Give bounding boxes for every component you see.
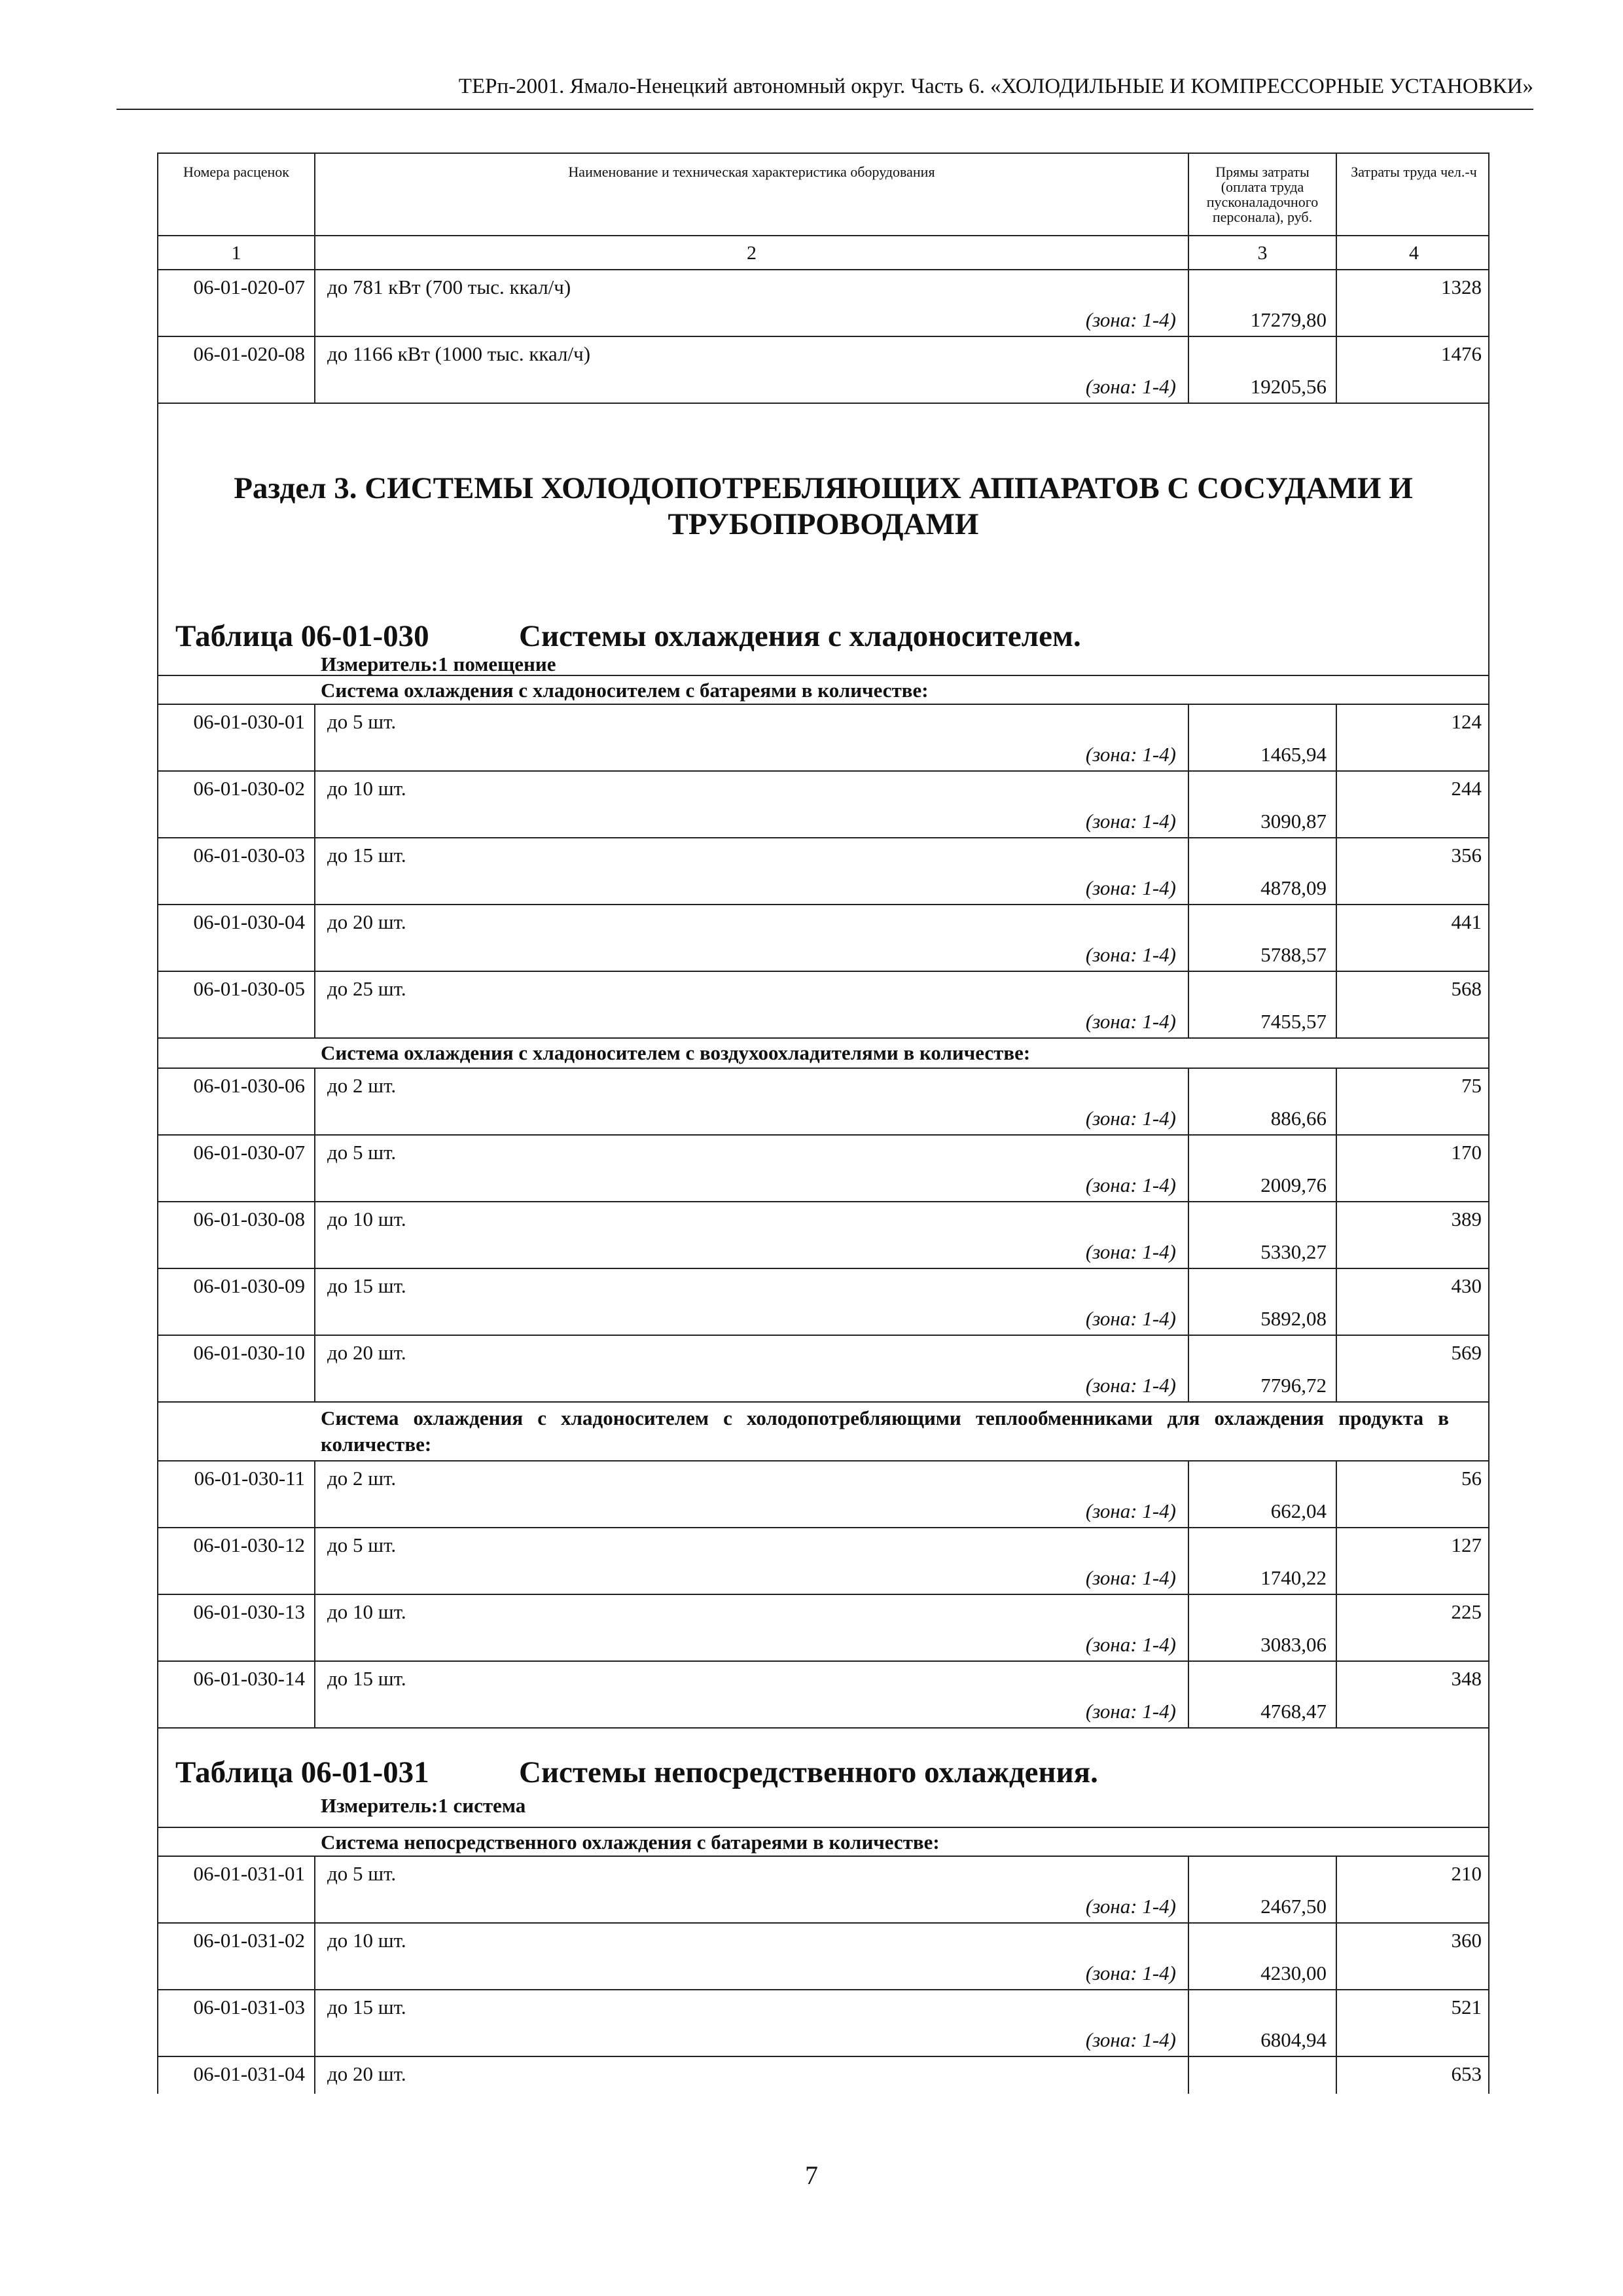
table-row	[157, 1462, 1489, 1528]
table-031-title	[175, 1755, 1098, 1790]
rate-name: до 5 шт. (зона: 1-4)	[315, 1857, 1189, 1922]
labor-cost: 389	[1451, 1208, 1482, 1230]
direct-cost: 4768,47	[1189, 1662, 1337, 1727]
rate-name: до 10 шт. (зона: 1-4)	[315, 772, 1189, 837]
labor-cost: 360	[1451, 1929, 1482, 1952]
direct-cost: 2009,76	[1189, 1136, 1337, 1201]
rate-code: 06-01-031-03	[158, 1990, 315, 2056]
table-031-number: Таблица 06-01-031	[175, 1755, 429, 1789]
direct-cost: 4878,09	[1189, 838, 1337, 904]
group-heading: Система непосредственного охлаждения с батареями в количестве:	[157, 1827, 1489, 1857]
table-row	[157, 270, 1489, 337]
table-row	[157, 838, 1489, 905]
rate-code: 06-01-030-05	[158, 972, 315, 1037]
direct-cost: 3083,06	[1189, 1595, 1337, 1660]
rate-code: 06-01-030-10	[158, 1336, 315, 1401]
running-header	[116, 68, 1533, 110]
rate-code: 06-01-030-04	[158, 905, 315, 971]
zone-label: (зона: 1-4)	[1085, 308, 1176, 331]
table-row	[157, 1336, 1489, 1403]
col-header-name: Наименование и техническая характеристика оборудования	[315, 154, 1189, 235]
rate-name: до 15 шт. (зона: 1-4)	[315, 1269, 1189, 1335]
zone-label: (зона: 1-4)	[1085, 1962, 1176, 1984]
rate-name: до 2 шт. (зона: 1-4)	[315, 1462, 1189, 1527]
rate-name: до 25 шт. (зона: 1-4)	[315, 972, 1189, 1037]
zone-label: (зона: 1-4)	[1085, 1633, 1176, 1656]
table-030-number: Таблица 06-01-030	[175, 619, 429, 653]
direct-cost: 1740,22	[1189, 1528, 1337, 1594]
table-row	[157, 337, 1489, 404]
rate-name: до 10 шт. (зона: 1-4)	[315, 1595, 1189, 1660]
table-row	[157, 1069, 1489, 1136]
table-row	[157, 1662, 1489, 1729]
direct-cost: 5330,27	[1189, 1202, 1337, 1268]
labor-cost: 1328	[1441, 276, 1482, 298]
labor-cost: 170	[1451, 1141, 1482, 1164]
table-030-title	[175, 619, 1081, 654]
running-header-title: ТЕРп-2001. Ямало-Ненецкий автономный округ. Часть 6. «ХОЛОДИЛЬНЫЕ И КОМПРЕССОРНЫЕ УСТАНОВКИ»	[458, 75, 1533, 98]
table-row	[157, 1595, 1489, 1662]
rate-name: до 2 шт. (зона: 1-4)	[315, 1069, 1189, 1134]
rate-code: 06-01-030-02	[158, 772, 315, 837]
col-number: 4	[1409, 242, 1419, 264]
direct-cost: 7796,72	[1189, 1336, 1337, 1401]
rate-code: 06-01-030-03	[158, 838, 315, 904]
labor-cost: 210	[1451, 1862, 1482, 1885]
rate-code: 06-01-030-07	[158, 1136, 315, 1201]
table-header-row	[157, 152, 1489, 236]
labor-cost: 56	[1461, 1467, 1482, 1490]
table-030-name: Системы охлаждения с хладоносителем.	[519, 619, 1081, 653]
labor-cost: 225	[1451, 1600, 1482, 1623]
direct-cost: 5892,08	[1189, 1269, 1337, 1335]
rate-name: до 15 шт. (зона: 1-4)	[315, 838, 1189, 904]
labor-cost: 75	[1461, 1074, 1482, 1097]
table-row	[157, 1202, 1489, 1269]
group-heading: Система охлаждения с хладоносителем с батареями в количестве:	[157, 675, 1489, 705]
direct-cost: 4230,00	[1189, 1924, 1337, 1989]
labor-cost: 244	[1451, 777, 1482, 800]
labor-cost: 1476	[1441, 342, 1482, 365]
table-row	[157, 1528, 1489, 1595]
rate-name: до 20 шт. (зона: 1-4)	[315, 905, 1189, 971]
zone-label: (зона: 1-4)	[1085, 1107, 1176, 1130]
direct-cost: 662,04	[1189, 1462, 1337, 1527]
rate-name: до 781 кВт (700 тыс. ккал/ч) (зона: 1-4)	[315, 270, 1189, 336]
col-header-codes: Номера расценок	[158, 154, 315, 235]
direct-cost: 5788,57	[1189, 905, 1337, 971]
section-title: Раздел 3. СИСТЕМЫ ХОЛОДОПОТРЕБЛЯЮЩИХ АППАРАТОВ С СОСУДАМИ И ТРУБОПРОВОДАМИ	[234, 471, 1413, 541]
page-number: 7	[805, 2161, 818, 2190]
rate-name: до 5 шт. (зона: 1-4)	[315, 705, 1189, 770]
table-row	[157, 772, 1489, 838]
rate-code: 06-01-030-12	[158, 1528, 315, 1594]
labor-cost: 441	[1451, 910, 1482, 933]
rate-code: 06-01-030-08	[158, 1202, 315, 1268]
rate-code: 06-01-020-07	[158, 270, 315, 336]
zone-label: (зона: 1-4)	[1085, 375, 1176, 398]
direct-cost: 1465,94	[1189, 705, 1337, 770]
rate-code: 06-01-031-02	[158, 1924, 315, 1989]
section-block	[157, 404, 1489, 675]
rate-name: до 20 шт. (зона: 1-4)	[315, 1336, 1189, 1401]
labor-cost: 124	[1451, 710, 1482, 733]
table-row	[157, 1924, 1489, 1990]
table-row	[157, 1136, 1489, 1202]
col-number: 3	[1189, 236, 1337, 270]
table-030-meter: Измеритель:1 помещение	[321, 653, 556, 675]
table-row	[157, 972, 1489, 1039]
rate-code: 06-01-030-01	[158, 705, 315, 770]
rate-name: до 5 шт. (зона: 1-4)	[315, 1528, 1189, 1594]
column-number-row	[157, 236, 1489, 270]
zone-label: (зона: 1-4)	[1085, 943, 1176, 966]
zone-label: (зона: 1-4)	[1085, 810, 1176, 833]
col-number: 2	[315, 236, 1189, 270]
col-header-labor: Затраты труда чел.-ч	[1351, 164, 1477, 180]
zone-label: (зона: 1-4)	[1085, 1010, 1176, 1033]
rate-name: до 15 шт. (зона: 1-4)	[315, 1990, 1189, 2056]
labor-cost: 568	[1451, 977, 1482, 1000]
group-heading: Система охлаждения с хладоносителем с холодопотребляющими теплообменниками для охлаждения продукта в количестве:	[157, 1403, 1489, 1462]
table-row	[157, 1857, 1489, 1924]
rate-code: 06-01-020-08	[158, 337, 315, 403]
labor-cost: 653	[1451, 2062, 1482, 2085]
table-031-name: Системы непосредственного охлаждения.	[519, 1755, 1098, 1789]
rate-code: 06-01-030-06	[158, 1069, 315, 1134]
rate-name: до 20 шт.	[315, 2057, 1189, 2094]
rate-name: до 10 шт. (зона: 1-4)	[315, 1202, 1189, 1268]
col-number: 1	[158, 236, 315, 270]
labor-cost: 356	[1451, 844, 1482, 867]
direct-cost: 6804,94	[1189, 1990, 1337, 2056]
rate-name: до 5 шт. (зона: 1-4)	[315, 1136, 1189, 1201]
labor-cost: 348	[1451, 1667, 1482, 1690]
rates-table	[157, 152, 1489, 2094]
table-row	[157, 2057, 1489, 2094]
zone-label: (зона: 1-4)	[1085, 743, 1176, 766]
rate-code: 06-01-031-04	[158, 2057, 315, 2094]
direct-cost: 3090,87	[1189, 772, 1337, 837]
direct-cost: 19205,56	[1189, 337, 1337, 403]
rate-code: 06-01-031-01	[158, 1857, 315, 1922]
zone-label: (зона: 1-4)	[1085, 1700, 1176, 1723]
direct-cost	[1189, 2057, 1337, 2094]
direct-cost: 2467,50	[1189, 1857, 1337, 1922]
direct-cost: 17279,80	[1189, 270, 1337, 336]
zone-label: (зона: 1-4)	[1085, 1374, 1176, 1397]
table-031-meter: Измеритель:1 система	[321, 1794, 526, 1817]
labor-cost: 569	[1451, 1341, 1482, 1364]
labor-cost: 521	[1451, 1996, 1482, 2018]
labor-cost: 127	[1451, 1534, 1482, 1556]
rate-code: 06-01-030-11	[158, 1462, 315, 1527]
rate-name: до 1166 кВт (1000 тыс. ккал/ч) (зона: 1-4)	[315, 337, 1189, 403]
rate-code: 06-01-030-13	[158, 1595, 315, 1660]
rate-name: до 15 шт. (зона: 1-4)	[315, 1662, 1189, 1727]
rate-code: 06-01-030-14	[158, 1662, 315, 1727]
col-header-direct-costs: Прямы затраты (оплата труда пусконаладочного персонала), руб.	[1189, 154, 1337, 235]
table-row	[157, 1269, 1489, 1336]
table-row	[157, 905, 1489, 972]
zone-label: (зона: 1-4)	[1085, 1566, 1176, 1589]
rate-name: до 10 шт. (зона: 1-4)	[315, 1924, 1189, 1989]
table-row	[157, 1990, 1489, 2057]
rate-code: 06-01-030-09	[158, 1269, 315, 1335]
direct-cost: 886,66	[1189, 1069, 1337, 1134]
zone-label: (зона: 1-4)	[1085, 1240, 1176, 1263]
table-031-title-block	[157, 1729, 1489, 1827]
zone-label: (зона: 1-4)	[1085, 876, 1176, 899]
group-heading: Система охлаждения с хладоносителем с воздухоохладителями в количестве:	[157, 1039, 1489, 1069]
table-row	[157, 705, 1489, 772]
zone-label: (зона: 1-4)	[1085, 1499, 1176, 1522]
labor-cost: 430	[1451, 1274, 1482, 1297]
direct-cost: 7455,57	[1189, 972, 1337, 1037]
zone-label: (зона: 1-4)	[1085, 2028, 1176, 2051]
zone-label: (зона: 1-4)	[1085, 1895, 1176, 1918]
zone-label: (зона: 1-4)	[1085, 1174, 1176, 1196]
zone-label: (зона: 1-4)	[1085, 1307, 1176, 1330]
